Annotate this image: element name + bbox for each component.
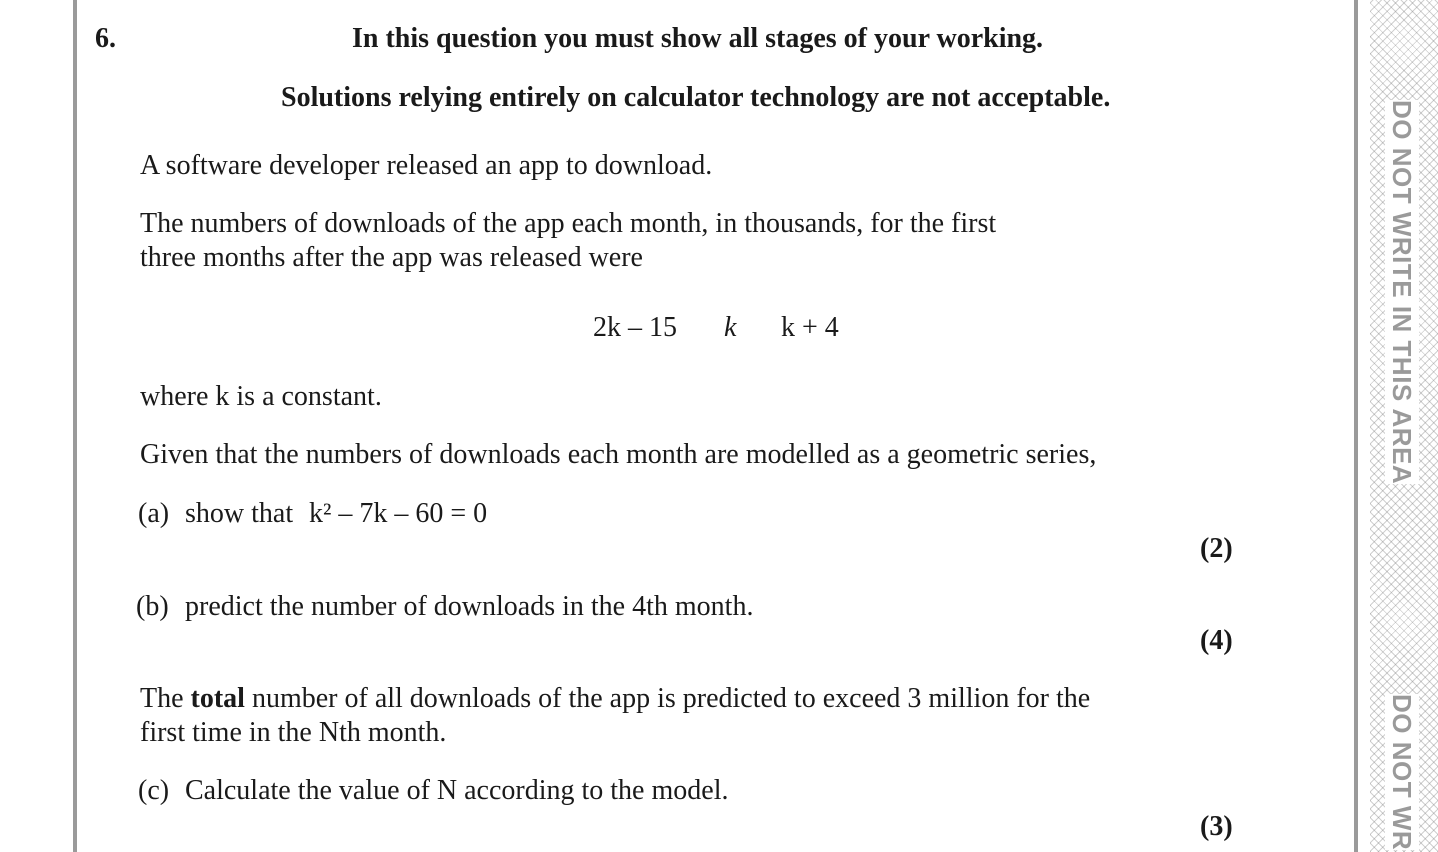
total-pre: The xyxy=(140,683,184,714)
instruction-calculator: Solutions relying entirely on calculator technology are not acceptable. xyxy=(281,82,1111,113)
downloads-paragraph-line-2: three months after the app was released were xyxy=(140,242,643,273)
instruction-working: In this question you must show all stages of your working. xyxy=(352,23,1044,54)
part-b-marks: (4) xyxy=(1200,625,1233,656)
term-first: 2k – 15 xyxy=(593,312,677,343)
geometric-series-statement: Given that the numbers of downloads each month are modelled as a geometric series, xyxy=(140,439,1097,470)
intro-paragraph: A software developer released an app to download. xyxy=(140,150,713,181)
question-number: 6. xyxy=(95,23,116,54)
part-c-text: Calculate the value of N according to the model. xyxy=(185,775,729,806)
part-a-text: show that xyxy=(185,498,294,529)
total-statement-line-2: first time in the Nth month. xyxy=(140,717,447,748)
total-statement-line-1 xyxy=(140,682,1090,716)
part-c-label: (c) xyxy=(138,775,170,806)
margin-warning-text-partial: DO NOT WR xyxy=(1387,694,1417,851)
part-a-marks: (2) xyxy=(1200,533,1233,564)
part-a-label: (a) xyxy=(138,498,170,529)
term-second: k xyxy=(724,312,737,343)
total-bold: total xyxy=(190,683,245,714)
constant-statement: where k is a constant. xyxy=(140,381,382,412)
margin-warning-text: DO NOT WRITE IN THIS AREA xyxy=(1387,100,1417,485)
part-b-label: (b) xyxy=(136,591,169,622)
term-third: k + 4 xyxy=(781,312,839,343)
part-b-text: predict the number of downloads in the 4th month. xyxy=(185,591,754,622)
part-c-marks: (3) xyxy=(1200,811,1233,842)
downloads-paragraph-line-1: The numbers of downloads of the app each month, in thousands, for the first xyxy=(140,208,997,239)
part-a-equation: k² – 7k – 60 = 0 xyxy=(309,498,488,529)
left-margin-rule xyxy=(73,0,77,852)
right-margin-rule xyxy=(1354,0,1358,852)
total-post: number of all downloads of the app is predicted to exceed 3 million for the xyxy=(251,683,1091,714)
